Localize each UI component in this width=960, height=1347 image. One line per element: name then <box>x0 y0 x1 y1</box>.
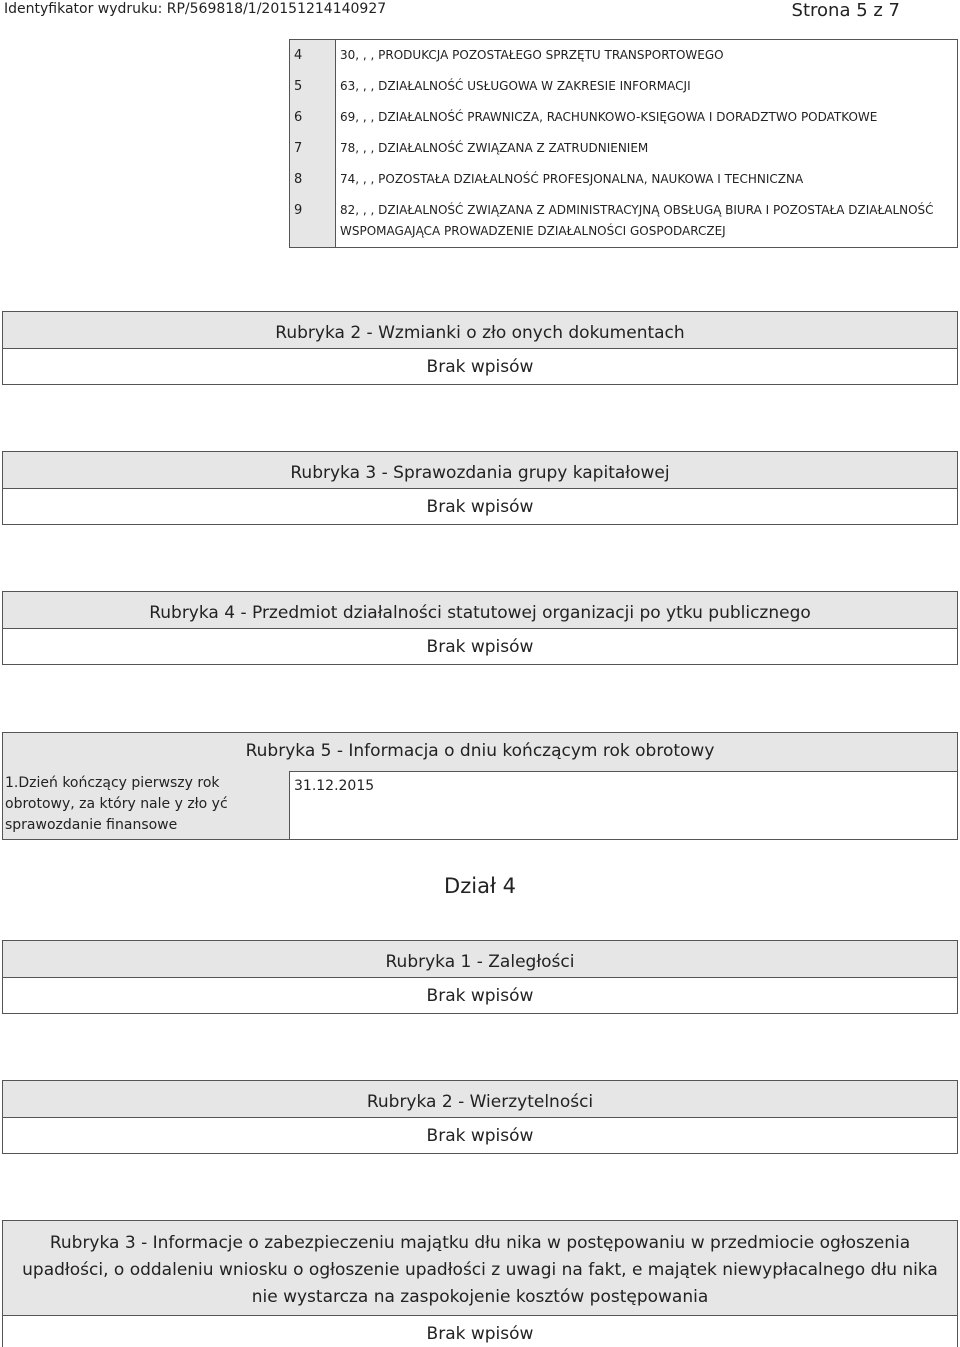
row-number: 8 <box>290 164 336 195</box>
row-number: 5 <box>290 71 336 102</box>
section-title: Rubryka 4 - Przedmiot działalności statutowej organizacji po ytku publicznego <box>149 603 811 623</box>
print-identifier: Identyfikator wydruku: RP/569818/1/20151214140927 <box>4 1 387 17</box>
section-empty: Brak wpisów <box>3 628 957 664</box>
row-number: 9 <box>290 195 336 248</box>
section-wierzytelnosci <box>2 1080 958 1154</box>
table-row <box>290 164 958 195</box>
table-row <box>290 40 958 72</box>
section-title: Rubryka 2 - Wierzytelności <box>366 1092 594 1112</box>
field-label: 1.Dzień kończący pierwszy rok obrotowy, za który nale y zło yć sprawozdanie finansowe <box>5 775 228 833</box>
section-empty: Brak wpisów <box>3 488 957 524</box>
section-rubryka-5 <box>2 732 958 840</box>
row-number: 7 <box>290 133 336 164</box>
section-zaleglosci <box>2 940 958 1014</box>
section-title: Rubryka 3 - Sprawozdania grupy kapitałowej <box>290 463 670 483</box>
section-empty: Brak wpisów <box>3 977 957 1013</box>
section-empty: Brak wpisów <box>3 1117 957 1153</box>
section-title: Rubryka 1 - Zaległości <box>385 952 575 972</box>
row-number: 6 <box>290 102 336 133</box>
row-text: 63, , , DZIAŁALNOŚĆ USŁUGOWA W ZAKRESIE INFORMACJI <box>340 79 691 93</box>
row-number: 4 <box>290 40 336 72</box>
row-text: 74, , , POZOSTAŁA DZIAŁALNOŚĆ PROFESJONALNA, NAUKOWA I TECHNICZNA <box>340 172 804 186</box>
table-row <box>290 102 958 133</box>
section-empty: Brak wpisów <box>3 348 957 384</box>
section-title: Rubryka 5 - Informacja o dniu kończącym rok obrotowy <box>245 741 715 761</box>
table-row <box>290 133 958 164</box>
page-number: Strona 5 z 7 <box>791 0 900 21</box>
row-text: 69, , , DZIAŁALNOŚĆ PRAWNICZA, RACHUNKOWO-KSIĘGOWA I DORADZTWO PODATKOWE <box>340 110 878 124</box>
section-empty: Brak wpisów <box>3 1315 957 1347</box>
dzial-heading: Dział 4 <box>444 874 516 898</box>
row-text: 82, , , DZIAŁALNOŚĆ ZWIĄZANA Z ADMINISTRACYJNĄ OBSŁUGĄ BIURA I POZOSTAŁA DZIAŁALNOŚĆ WSPOMAGAJĄCA PROWADZENIE DZIAŁALNOŚCI GOSPODARCZEJ <box>340 203 934 238</box>
section-rubryka-4 <box>2 591 958 665</box>
row-text: 78, , , DZIAŁALNOŚĆ ZWIĄZANA Z ZATRUDNIENIEM <box>340 141 649 155</box>
activity-table <box>289 39 958 248</box>
section-rubryka-3 <box>2 451 958 525</box>
section-title: Rubryka 2 - Wzmianki o zło onych dokumentach <box>275 323 685 343</box>
section-title: Rubryka 3 - Informacje o zabezpieczeniu majątku dłu nika w postępowaniu w przedmiocie ogłoszenia upadłości, o oddaleniu wniosku o ogłoszenie upadłości z uwagi na fakt, e majątek niewypłacalnego dłu nika nie wystarcza na zaspokojenie kosztów postępowania <box>22 1233 938 1307</box>
field-value: 31.12.2015 <box>289 771 957 839</box>
table-row <box>290 71 958 102</box>
table-row <box>290 195 958 248</box>
row-text: 30, , , PRODUKCJA POZOSTAŁEGO SPRZĘTU TRANSPORTOWEGO <box>340 48 724 62</box>
section-rubryka-2 <box>2 311 958 385</box>
section-zabezpieczenie <box>2 1220 958 1347</box>
